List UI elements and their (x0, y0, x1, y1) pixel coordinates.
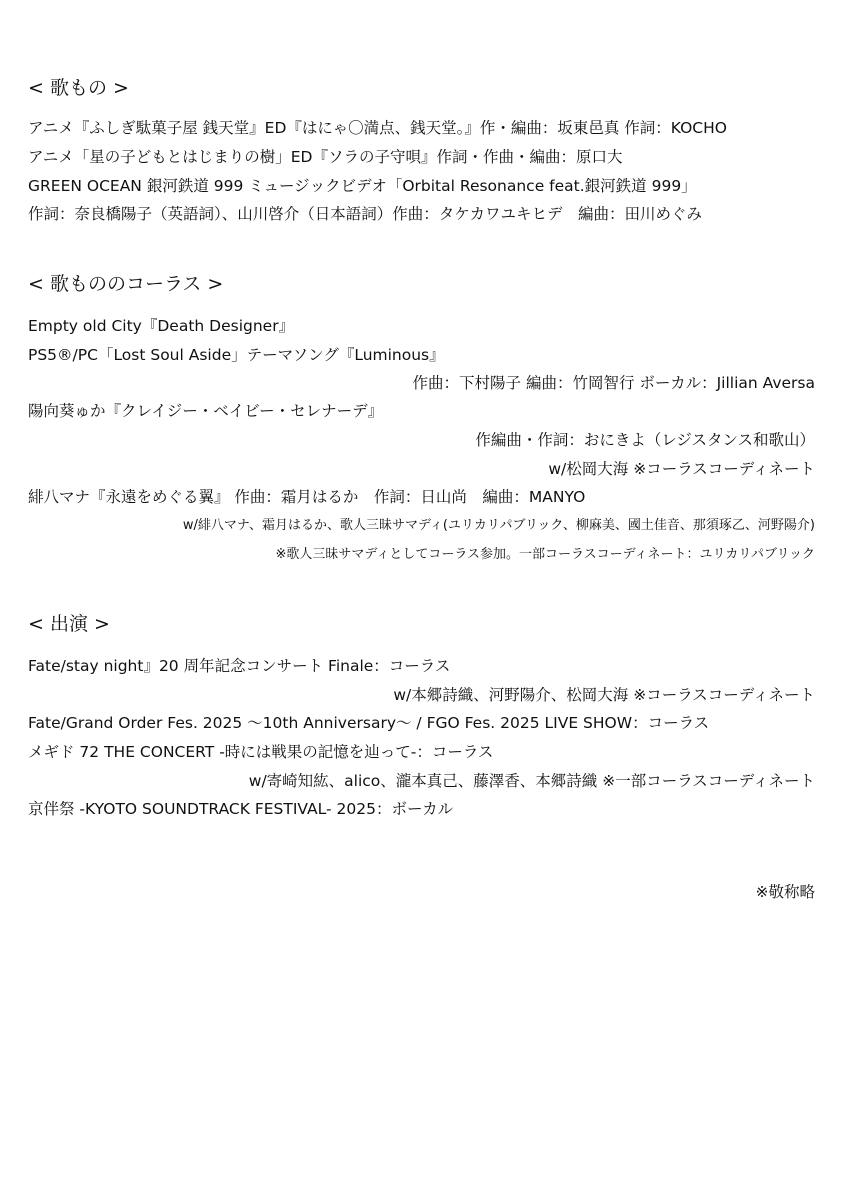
songs-line-2: アニメ「星の子どもとはじまりの樹」ED『ソラの子守唄』作詞・作曲・編曲：原口大 (28, 148, 623, 166)
appearances-line-1: Fate/stay night』20 周年記念コンサート Finale：コーラス (28, 657, 451, 675)
chorus-line-3: 作曲：下村陽子 編曲：竹岡智行 ボーカル：Jillian Aversa (412, 374, 815, 392)
chorus-line-7: 緋八マナ『永遠をめぐる翼』 作曲：霜月はるか 作詞：日山尚 編曲：MANYO (28, 488, 586, 506)
honorifics-omitted-note: ※敬称略 (755, 883, 815, 901)
chorus-line-4: 陽向葵ゅか『クレイジー・ベイビー・セレナーデ』 (28, 402, 384, 420)
section-heading-appearances: < 出演 > (28, 613, 110, 635)
chorus-line-5: 作編曲・作詞：おにきよ（レジスタンス和歌山） (475, 431, 815, 449)
section-heading-songs: < 歌もの > (28, 77, 129, 99)
chorus-line-6: w/松岡大海 ※コーラスコーディネート (548, 460, 815, 478)
chorus-line-8: w/緋八マナ、霜月はるか、歌人三昧サマディ(ユリカリパブリック、柳麻美、國土佳音、那須琢乙、河野陽介) (182, 518, 815, 533)
appearances-line-3: Fate/Grand Order Fes. 2025 〜10th Anniversary〜 / FGO Fes. 2025 LIVE SHOW：コーラス (28, 714, 710, 732)
chorus-line-2: PS5®/PC「Lost Soul Aside」テーマソング『Luminous』 (28, 346, 445, 364)
appearances-line-2: w/本郷詩織、河野陽介、松岡大海 ※コーラスコーディネート (393, 686, 815, 704)
chorus-line-9: ※歌人三昧サマディとしてコーラス参加。一部コーラスコーディネート：ユリカリパブリック (275, 547, 815, 562)
chorus-line-1: Empty old City『Death Designer』 (28, 317, 295, 335)
songs-line-3: GREEN OCEAN 銀河鉄道 999 ミュージックビデオ「Orbital Resonance feat.銀河鉄道 999」 (28, 177, 697, 195)
songs-line-4: 作詞：奈良橋陽子（英語詞）、山川啓介（日本語詞）作曲：タケカワユキヒデ 編曲：田川めぐみ (28, 205, 702, 223)
appearances-line-4: メギド 72 THE CONCERT -時には戦果の記憶を辿って-：コーラス (28, 743, 494, 761)
appearances-line-6: 京伴祭 -KYOTO SOUNDTRACK FESTIVAL- 2025：ボーカル (28, 800, 454, 818)
appearances-line-5: w/寄崎知紘、alico、瀧本真己、藤澤香、本郷詩織 ※一部コーラスコーディネート (248, 772, 815, 790)
songs-line-1: アニメ『ふしぎ駄菓子屋 銭天堂』ED『はにゃ〇満点、銭天堂。』作・編曲：坂東邑真 作詞：KOCHO (28, 119, 727, 137)
section-heading-chorus: < 歌もののコーラス > (28, 273, 224, 295)
